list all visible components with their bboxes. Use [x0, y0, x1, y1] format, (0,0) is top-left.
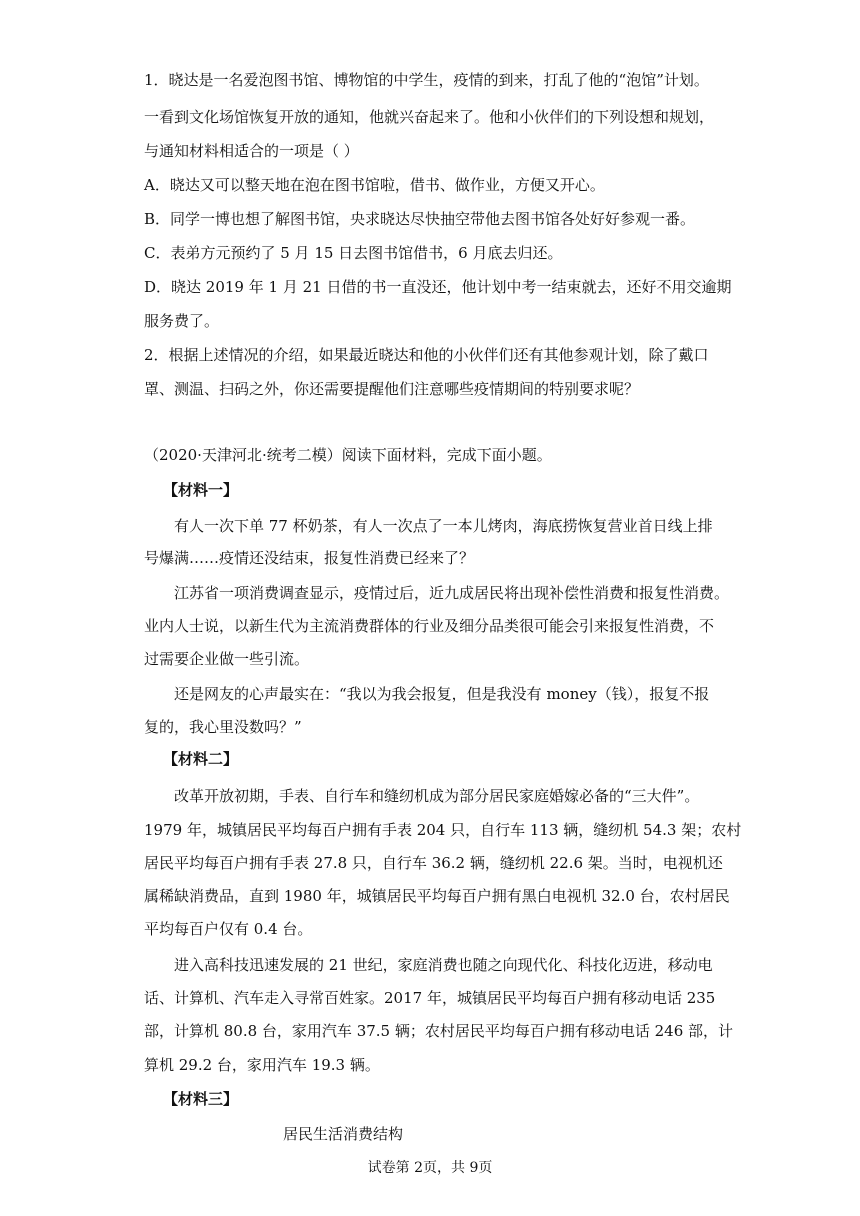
material2-line-7: 话、计算机、汽车走入寻常百姓家。2017 年，城镇居民平均每百户拥有移动电话 235 [144, 989, 716, 1007]
q1-option-a: A．晓达又可以整天地在泡在图书馆啦，借书、做作业，方便又开心。 [144, 176, 605, 194]
material1-heading: 【材料一】 [163, 481, 239, 499]
material1-line-1: 有人一次下单 77 杯奶茶，有人一次点了一本儿烤肉，海底捞恢复营业首日线上排 [174, 517, 713, 535]
material2-line-8: 部，计算机 80.8 台，家用汽车 37.5 辆；农村居民平均每百户拥有移动电话 246 部，计 [144, 1022, 734, 1040]
material2-line-5: 平均每百户仅有 0.4 台。 [144, 920, 313, 938]
q1-option-c: C．表弟方元预约了 5 月 15 日去图书馆借书，6 月底去归还。 [144, 244, 563, 262]
q1-option-d: D．晓达 2019 年 1 月 21 日借的书一直没还，他计划中考一结束就去，还好不用交逾期 [144, 278, 732, 296]
chart-title: 居民生活消费结构 [283, 1125, 404, 1143]
material2-line-2: 1979 年，城镇居民平均每百户拥有手表 204 只，自行车 113 辆，缝纫机 54.3 架；农村 [144, 821, 742, 839]
q1-line-1: 1．晓达是一名爱泡图书馆、博物馆的中学生，疫情的到来，打乱了他的“泡馆”计划。 [144, 71, 709, 89]
q1-line-3: 与通知材料相适合的一项是（ ） [144, 142, 359, 160]
material1-line-5: 过需要企业做一些引流。 [144, 650, 310, 668]
material1-line-6: 还是网友的心声最实在：“我以为我会报复，但是我没有 money（钱），报复不报 [174, 685, 710, 703]
q2-line-1: 2．根据上述情况的介绍，如果最近晓达和他的小伙伴们还有其他参观计划，除了戴口 [144, 346, 709, 364]
q2-line-2: 罩、测温、扫码之外，你还需要提醒他们注意哪些疫情期间的特别要求呢？ [144, 380, 640, 398]
material2-line-1: 改革开放初期，手表、自行车和缝纫机成为部分居民家庭婚嫁必备的“三大件”。 [174, 787, 700, 805]
material1-line-3: 江苏省一项消费调查显示，疫情过后，近九成居民将出现补偿性消费和报复性消费。 [174, 584, 730, 602]
section-intro: （2020·天津河北·统考二模）阅读下面材料，完成下面小题。 [144, 446, 552, 464]
material2-line-4: 属稀缺消费品，直到 1980 年，城镇居民平均每百户拥有黑白电视机 32.0 台，农村居民 [144, 887, 730, 905]
material2-line-9: 算机 29.2 台，家用汽车 19.3 辆。 [144, 1056, 380, 1074]
material1-line-4: 业内人士说，以新生代为主流消费群体的行业及细分品类很可能会引来报复性消费，不 [144, 617, 715, 635]
page-footer: 试卷第 2页，共 9页 [367, 1160, 493, 1176]
q1-option-b: B．同学一博也想了解图书馆，央求晓达尽快抽空带他去图书馆各处好好参观一番。 [144, 210, 696, 228]
material1-line-2: 号爆满……疫情还没结束，报复性消费已经来了？ [144, 549, 475, 567]
material2-line-6: 进入高科技迅速发展的 21 世纪，家庭消费也随之向现代化、科技化迈进，移动电 [174, 956, 713, 974]
material2-heading: 【材料二】 [163, 750, 239, 768]
material2-line-3: 居民平均每百户拥有手表 27.8 只，自行车 36.2 辆，缝纫机 22.6 架。当时，电视机还 [144, 854, 723, 872]
material3-heading: 【材料三】 [163, 1090, 239, 1108]
q1-option-d-cont: 服务费了。 [144, 312, 220, 330]
q1-line-2: 一看到文化场馆恢复开放的通知，他就兴奋起来了。他和小伙伴们的下列设想和规划， [144, 108, 715, 126]
material1-line-7: 复的，我心里没数吗？” [144, 718, 302, 736]
